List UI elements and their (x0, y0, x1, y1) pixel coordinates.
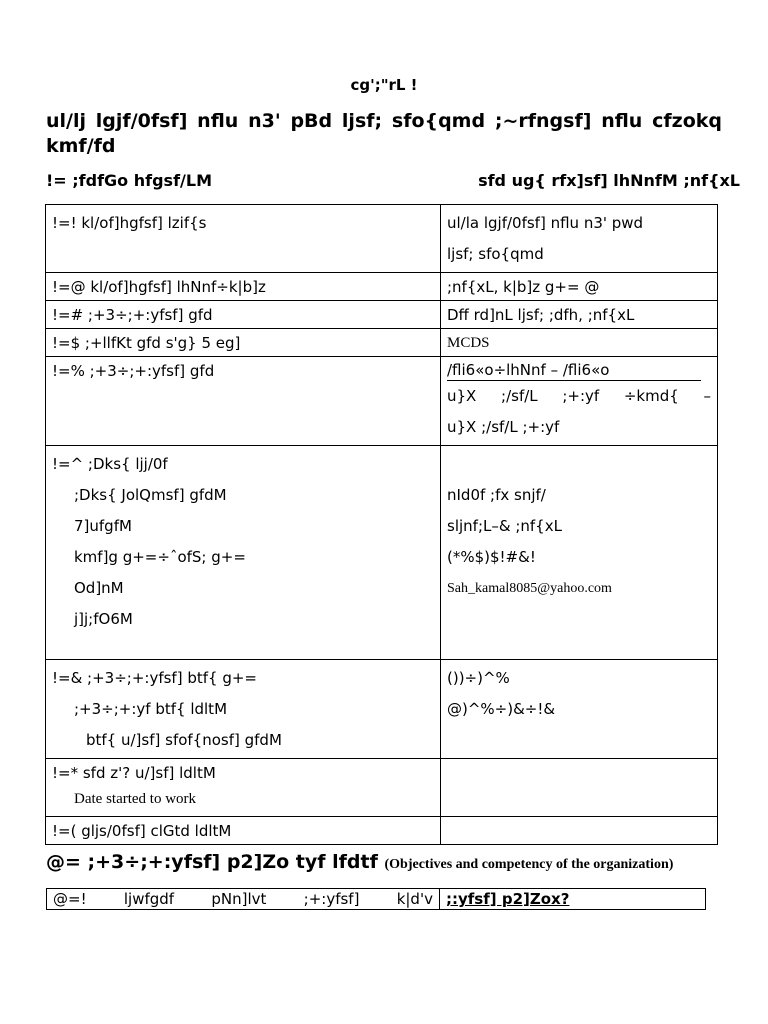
project-district-value: ;nf{xL, k|b]z g+= @ (441, 273, 718, 301)
table-row (46, 273, 718, 301)
org-type-word: u}X (447, 387, 477, 405)
table-row (46, 301, 718, 329)
org-type-word: ÷kmd{ (623, 387, 679, 405)
address-label: 7]ufgfM (74, 517, 132, 535)
phone-fax-label: kmf]g g+=÷ˆofS; g+= (74, 548, 246, 566)
work-start-cell (46, 759, 441, 817)
working-district-label: sfd ug{ rfx]sf] lhNnfM ;nf{xL (478, 171, 740, 190)
address-value: sljnf;L–& ;nf{xL (447, 517, 562, 535)
website-label: j]j;fO6M (74, 610, 133, 628)
table-row (46, 817, 718, 845)
spacer (447, 449, 711, 480)
objectives-word: @=! (53, 890, 87, 908)
form-heading: ul/lj lgjf/0fsf] nflu n3' pBd ljsf; sfo{qmd ;~rfngsf] nflu cfzokq kmf/fd (46, 110, 722, 157)
org-type-line3: u}X ;/sf/L ;+:yf (447, 418, 560, 436)
registration-date-value: @)^%÷)&÷!& (447, 700, 556, 718)
org-name-label: !=# ;+3÷;+:yfsf] gfd (46, 301, 441, 329)
work-start-label-en: Date started to work (74, 791, 197, 807)
contact-details-values (441, 446, 718, 660)
renewal-date-label: !=( gljs/0fsf] clGtd ldltM (46, 817, 441, 845)
objectives-word: ;+:yfsf] (303, 890, 360, 908)
work-start-value (441, 759, 718, 817)
general-info-table (45, 204, 718, 845)
org-type-line1: /fli6«o÷lhNnf – /fli6«o (447, 360, 701, 381)
objectives-left-text (53, 889, 433, 909)
email-label: Od]nM (74, 579, 124, 597)
table-row (46, 357, 718, 446)
registration-values (441, 660, 718, 759)
contact-person-label: ;Dks{ JolQmsf] gfdM (74, 486, 227, 504)
org-type-value (441, 357, 718, 446)
general-info-label: != ;fdfGo hfgsf/LM (46, 171, 212, 190)
org-type-word: ;/sf/L (501, 387, 538, 405)
org-name-value: Dff rd]nL ljsf; ;dfh, ;nf{xL (441, 301, 718, 329)
contact-details-cell (46, 446, 441, 660)
work-start-label: !=* sfd z'? u/]sf] ldltM (52, 764, 216, 782)
contact-details-label: !=^ ;Dks{ ljj/0f (52, 455, 168, 473)
project-title-value (441, 205, 718, 273)
table-row (46, 446, 718, 660)
objectives-heading: ;:yfsf] p2]Zox? (446, 890, 570, 908)
contact-person-value: nId0f ;fx snjf/ (447, 486, 546, 504)
section-2-title: @= ;+3÷;+:yfsf] p2]Zo tyf lfdtf (46, 851, 378, 873)
org-type-label: !=% ;+3÷;+:yfsf] gfd (46, 357, 441, 446)
email-value[interactable]: Sah_kamal8085@yahoo.com (447, 581, 612, 596)
registration-cell (46, 660, 441, 759)
objectives-left-cell (47, 889, 440, 910)
registration-office-label: btf{ u/]sf] sfof{nosf] gfdM (86, 731, 282, 749)
objectives-word: pNn]lvt (211, 890, 267, 908)
objectives-table (46, 888, 706, 910)
project-title-label: !=! kl/of]hgfsf] lzif{s (46, 205, 441, 273)
project-district-label: !=@ kl/of]hgfsf] lhNnf÷k|b]z (46, 273, 441, 301)
project-title-line1: ul/la lgjf/0fsf] nflu n3' pwd (447, 214, 644, 232)
abbrev-name-label: !=$ ;+llfKt gfd s'g} 5 eg] (46, 329, 441, 357)
section-2-heading (46, 851, 673, 873)
org-type-line2 (447, 381, 711, 412)
registration-date-label: ;+3÷;+:yf btf{ ldltM (74, 700, 228, 718)
objectives-word: ljwfgdf (123, 890, 175, 908)
table-row (46, 329, 718, 357)
abbrev-name-value: MCDS (441, 329, 718, 357)
objectives-right-cell (440, 889, 706, 910)
objectives-word: k|d'v (396, 890, 433, 908)
table-row (46, 759, 718, 817)
phone-value: (*%$)$!#&! (447, 548, 536, 566)
registration-number-value: ())÷)^% (447, 669, 510, 687)
org-type-word: ;+:yf (562, 387, 600, 405)
section-2-title-en: (Objectives and competency of the organization) (384, 857, 674, 872)
project-title-line2: ljsf; sfo{qmd (447, 245, 544, 263)
page-title: cg';"rL ! (350, 76, 418, 94)
table-row (46, 660, 718, 759)
registration-number-label: !=& ;+3÷;+:yfsf] btf{ g+= (52, 669, 257, 687)
table-row (46, 205, 718, 273)
org-type-word: – (703, 387, 711, 405)
table-row (47, 889, 706, 910)
general-info-header (46, 171, 740, 193)
renewal-date-value (441, 817, 718, 845)
